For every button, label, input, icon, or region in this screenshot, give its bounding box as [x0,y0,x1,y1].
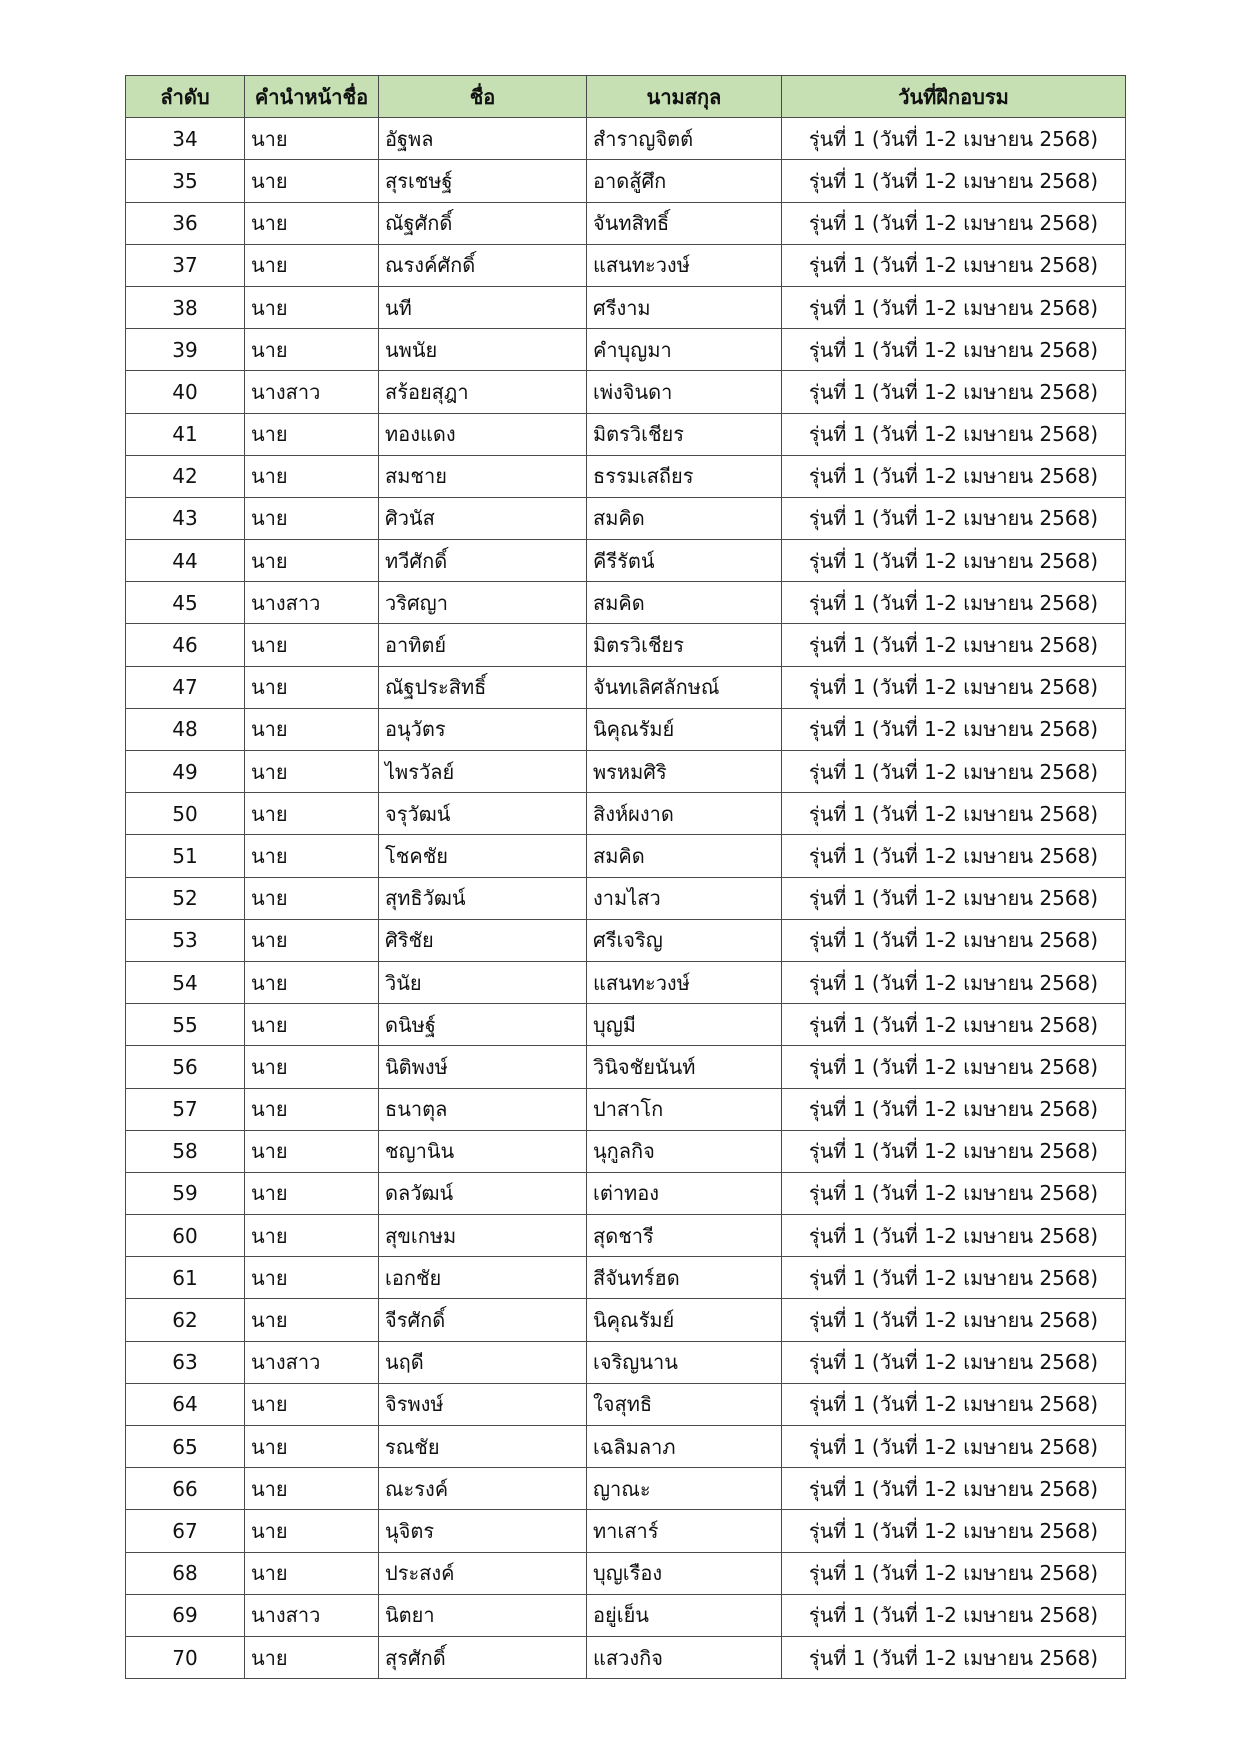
cell-title: นาย [245,1510,379,1552]
cell-first-name: นฤดี [379,1341,587,1383]
cell-training-date: รุ่นที่ 1 (วันที่ 1-2 เมษายน 2568) [782,1552,1126,1594]
cell-no: 60 [126,1215,245,1257]
cell-training-date: รุ่นที่ 1 (วันที่ 1-2 เมษายน 2568) [782,666,1126,708]
table-row [126,835,1126,877]
cell-last-name: แสนทะวงษ์ [587,244,782,286]
cell-title: นาย [245,708,379,750]
cell-last-name: คำบุญมา [587,329,782,371]
cell-no: 36 [126,202,245,244]
cell-title: นาย [245,666,379,708]
cell-title: นาย [245,1088,379,1130]
cell-last-name: เจริญนาน [587,1341,782,1383]
cell-last-name: มิตรวิเชียร [587,624,782,666]
cell-no: 53 [126,919,245,961]
cell-first-name: ชญานิน [379,1130,587,1172]
cell-first-name: ณะรงค์ [379,1468,587,1510]
table-row [126,1046,1126,1088]
cell-title: นาย [245,1636,379,1678]
cell-last-name: สำราญจิตต์ [587,118,782,160]
cell-training-date: รุ่นที่ 1 (วันที่ 1-2 เมษายน 2568) [782,708,1126,750]
cell-title: นาย [245,118,379,160]
cell-training-date: รุ่นที่ 1 (วันที่ 1-2 เมษายน 2568) [782,1468,1126,1510]
cell-last-name: ศรีเจริญ [587,919,782,961]
table-row [126,793,1126,835]
cell-first-name: วริศญา [379,582,587,624]
cell-title: นาย [245,961,379,1003]
table-header [126,76,1126,118]
cell-first-name: ณัฐประสิทธิ์ [379,666,587,708]
table-row [126,1172,1126,1214]
cell-no: 48 [126,708,245,750]
cell-training-date: รุ่นที่ 1 (วันที่ 1-2 เมษายน 2568) [782,1130,1126,1172]
cell-training-date: รุ่นที่ 1 (วันที่ 1-2 เมษายน 2568) [782,1215,1126,1257]
cell-last-name: บุญมี [587,1004,782,1046]
cell-first-name: ดลวัฒน์ [379,1172,587,1214]
cell-training-date: รุ่นที่ 1 (วันที่ 1-2 เมษายน 2568) [782,961,1126,1003]
cell-first-name: ศิริชัย [379,919,587,961]
cell-title: นาย [245,455,379,497]
cell-last-name: สมคิด [587,582,782,624]
cell-title: นาย [245,1257,379,1299]
cell-no: 51 [126,835,245,877]
cell-training-date: รุ่นที่ 1 (วันที่ 1-2 เมษายน 2568) [782,413,1126,455]
cell-training-date: รุ่นที่ 1 (วันที่ 1-2 เมษายน 2568) [782,582,1126,624]
table-body [126,118,1126,1679]
cell-training-date: รุ่นที่ 1 (วันที่ 1-2 เมษายน 2568) [782,1004,1126,1046]
cell-title: นาย [245,624,379,666]
table-row [126,455,1126,497]
cell-first-name: ธนาตุล [379,1088,587,1130]
cell-training-date: รุ่นที่ 1 (วันที่ 1-2 เมษายน 2568) [782,1594,1126,1636]
cell-training-date: รุ่นที่ 1 (วันที่ 1-2 เมษายน 2568) [782,1299,1126,1341]
cell-no: 41 [126,413,245,455]
table-row [126,708,1126,750]
cell-no: 56 [126,1046,245,1088]
table-row [126,413,1126,455]
cell-title: นาย [245,160,379,202]
cell-first-name: สุรศักดิ์ [379,1636,587,1678]
cell-last-name: วินิจชัยนันท์ [587,1046,782,1088]
cell-training-date: รุ่นที่ 1 (วันที่ 1-2 เมษายน 2568) [782,835,1126,877]
cell-last-name: ศรีงาม [587,286,782,328]
cell-no: 66 [126,1468,245,1510]
table-row [126,1004,1126,1046]
table-row [126,1426,1126,1468]
cell-training-date: รุ่นที่ 1 (วันที่ 1-2 เมษายน 2568) [782,160,1126,202]
cell-no: 45 [126,582,245,624]
cell-training-date: รุ่นที่ 1 (วันที่ 1-2 เมษายน 2568) [782,919,1126,961]
header-title: คำนำหน้าชื่อ [245,76,379,118]
cell-training-date: รุ่นที่ 1 (วันที่ 1-2 เมษายน 2568) [782,118,1126,160]
cell-title: นางสาว [245,1341,379,1383]
cell-title: นาย [245,1299,379,1341]
cell-training-date: รุ่นที่ 1 (วันที่ 1-2 เมษายน 2568) [782,1088,1126,1130]
table-row [126,244,1126,286]
cell-last-name: แสนทะวงษ์ [587,961,782,1003]
cell-first-name: จรุวัฒน์ [379,793,587,835]
cell-no: 37 [126,244,245,286]
table-row [126,1130,1126,1172]
cell-last-name: นุกูลกิจ [587,1130,782,1172]
cell-last-name: สิงห์ผงาด [587,793,782,835]
cell-last-name: สีจันทร์ฮด [587,1257,782,1299]
cell-title: นาย [245,202,379,244]
cell-training-date: รุ่นที่ 1 (วันที่ 1-2 เมษายน 2568) [782,1426,1126,1468]
cell-training-date: รุ่นที่ 1 (วันที่ 1-2 เมษายน 2568) [782,1636,1126,1678]
cell-no: 47 [126,666,245,708]
cell-no: 70 [126,1636,245,1678]
table-row [126,582,1126,624]
cell-last-name: สมคิด [587,497,782,539]
cell-no: 35 [126,160,245,202]
cell-title: นาย [245,1552,379,1594]
table-row [126,286,1126,328]
cell-training-date: รุ่นที่ 1 (วันที่ 1-2 เมษายน 2568) [782,286,1126,328]
cell-no: 46 [126,624,245,666]
cell-training-date: รุ่นที่ 1 (วันที่ 1-2 เมษายน 2568) [782,329,1126,371]
cell-no: 68 [126,1552,245,1594]
participant-table [125,75,1126,1679]
cell-no: 63 [126,1341,245,1383]
cell-title: นาย [245,329,379,371]
cell-first-name: นพนัย [379,329,587,371]
cell-training-date: รุ่นที่ 1 (วันที่ 1-2 เมษายน 2568) [782,751,1126,793]
cell-first-name: สมชาย [379,455,587,497]
cell-training-date: รุ่นที่ 1 (วันที่ 1-2 เมษายน 2568) [782,793,1126,835]
table-row [126,118,1126,160]
cell-last-name: งามไสว [587,877,782,919]
cell-training-date: รุ่นที่ 1 (วันที่ 1-2 เมษายน 2568) [782,202,1126,244]
cell-training-date: รุ่นที่ 1 (วันที่ 1-2 เมษายน 2568) [782,455,1126,497]
cell-last-name: อาดสู้ศึก [587,160,782,202]
cell-title: นาย [245,413,379,455]
cell-last-name: คีรีรัตน์ [587,540,782,582]
cell-title: นาย [245,919,379,961]
cell-first-name: นุจิตร [379,1510,587,1552]
cell-no: 69 [126,1594,245,1636]
cell-title: นาย [245,1172,379,1214]
cell-title: นาย [245,793,379,835]
cell-last-name: นิคุณรัมย์ [587,1299,782,1341]
header-training-date: วันที่ฝึกอบรม [782,76,1126,118]
cell-last-name: ธรรมเสถียร [587,455,782,497]
table-row [126,877,1126,919]
table-row [126,1088,1126,1130]
table-row [126,1594,1126,1636]
cell-title: นาย [245,1004,379,1046]
table-row [126,624,1126,666]
cell-first-name: สร้อยสุฎา [379,371,587,413]
cell-no: 58 [126,1130,245,1172]
cell-first-name: จิรพงษ์ [379,1383,587,1425]
cell-no: 62 [126,1299,245,1341]
cell-no: 65 [126,1426,245,1468]
header-row [126,76,1126,118]
cell-no: 42 [126,455,245,497]
cell-title: นาย [245,751,379,793]
cell-title: นาย [245,1130,379,1172]
cell-training-date: รุ่นที่ 1 (วันที่ 1-2 เมษายน 2568) [782,624,1126,666]
cell-no: 59 [126,1172,245,1214]
cell-title: นาย [245,1046,379,1088]
cell-last-name: สุดชารี [587,1215,782,1257]
cell-training-date: รุ่นที่ 1 (วันที่ 1-2 เมษายน 2568) [782,497,1126,539]
cell-title: นาย [245,1426,379,1468]
table-row [126,961,1126,1003]
cell-no: 43 [126,497,245,539]
cell-title: นาย [245,1383,379,1425]
cell-title: นาย [245,835,379,877]
cell-training-date: รุ่นที่ 1 (วันที่ 1-2 เมษายน 2568) [782,244,1126,286]
cell-title: นางสาว [245,371,379,413]
table-row [126,329,1126,371]
table-row [126,497,1126,539]
cell-title: นาย [245,540,379,582]
cell-no: 61 [126,1257,245,1299]
cell-training-date: รุ่นที่ 1 (วันที่ 1-2 เมษายน 2568) [782,1172,1126,1214]
cell-last-name: จันทสิทธิ์ [587,202,782,244]
cell-first-name: นิตยา [379,1594,587,1636]
cell-no: 38 [126,286,245,328]
cell-last-name: บุญเรือง [587,1552,782,1594]
cell-first-name: เอกชัย [379,1257,587,1299]
cell-title: นาย [245,244,379,286]
cell-last-name: สมคิด [587,835,782,877]
header-first-name: ชื่อ [379,76,587,118]
cell-last-name: พรหมศิริ [587,751,782,793]
table-row [126,1257,1126,1299]
table-row [126,1341,1126,1383]
cell-first-name: โชคชัย [379,835,587,877]
table-row [126,1383,1126,1425]
cell-title: นางสาว [245,582,379,624]
header-last-name: นามสกุล [587,76,782,118]
cell-no: 39 [126,329,245,371]
table-row [126,1299,1126,1341]
cell-first-name: ณรงค์ศักดิ์ [379,244,587,286]
cell-no: 57 [126,1088,245,1130]
cell-last-name: ทาเสาร์ [587,1510,782,1552]
cell-first-name: สุขเกษม [379,1215,587,1257]
cell-first-name: อาทิตย์ [379,624,587,666]
cell-first-name: นิติพงษ์ [379,1046,587,1088]
cell-last-name: มิตรวิเชียร [587,413,782,455]
cell-last-name: เพ่งจินดา [587,371,782,413]
cell-title: นาย [245,1468,379,1510]
header-no: ลำดับ [126,76,245,118]
cell-last-name: แสวงกิจ [587,1636,782,1678]
cell-training-date: รุ่นที่ 1 (วันที่ 1-2 เมษายน 2568) [782,1510,1126,1552]
cell-training-date: รุ่นที่ 1 (วันที่ 1-2 เมษายน 2568) [782,540,1126,582]
cell-training-date: รุ่นที่ 1 (วันที่ 1-2 เมษายน 2568) [782,1257,1126,1299]
table-row [126,540,1126,582]
cell-last-name: เต่าทอง [587,1172,782,1214]
cell-no: 49 [126,751,245,793]
cell-no: 50 [126,793,245,835]
cell-no: 54 [126,961,245,1003]
cell-title: นางสาว [245,1594,379,1636]
cell-last-name: นิคุณรัมย์ [587,708,782,750]
table-row [126,1636,1126,1678]
cell-first-name: นที [379,286,587,328]
table-row [126,1215,1126,1257]
cell-no: 52 [126,877,245,919]
cell-first-name: อัฐพล [379,118,587,160]
table-row [126,1552,1126,1594]
table-row [126,1468,1126,1510]
cell-last-name: จันทเลิศลักษณ์ [587,666,782,708]
cell-training-date: รุ่นที่ 1 (วันที่ 1-2 เมษายน 2568) [782,877,1126,919]
cell-training-date: รุ่นที่ 1 (วันที่ 1-2 เมษายน 2568) [782,1046,1126,1088]
cell-first-name: ทองแดง [379,413,587,455]
cell-first-name: อนุวัตร [379,708,587,750]
cell-first-name: ศิวนัส [379,497,587,539]
table-row [126,919,1126,961]
cell-no: 34 [126,118,245,160]
cell-last-name: ปาสาโก [587,1088,782,1130]
cell-first-name: จีรศักดิ์ [379,1299,587,1341]
cell-title: นาย [245,1215,379,1257]
cell-training-date: รุ่นที่ 1 (วันที่ 1-2 เมษายน 2568) [782,371,1126,413]
cell-title: นาย [245,497,379,539]
cell-no: 55 [126,1004,245,1046]
cell-first-name: สุรเชษฐ์ [379,160,587,202]
table-row [126,202,1126,244]
cell-first-name: วินัย [379,961,587,1003]
cell-last-name: อยู่เย็น [587,1594,782,1636]
cell-last-name: ญาณะ [587,1468,782,1510]
cell-training-date: รุ่นที่ 1 (วันที่ 1-2 เมษายน 2568) [782,1383,1126,1425]
cell-first-name: สุทธิวัฒน์ [379,877,587,919]
cell-no: 40 [126,371,245,413]
document-page [125,75,1125,1679]
cell-no: 64 [126,1383,245,1425]
cell-first-name: ณัฐศักดิ์ [379,202,587,244]
cell-title: นาย [245,877,379,919]
cell-first-name: ทวีศักดิ์ [379,540,587,582]
cell-training-date: รุ่นที่ 1 (วันที่ 1-2 เมษายน 2568) [782,1341,1126,1383]
cell-first-name: ประสงค์ [379,1552,587,1594]
table-row [126,160,1126,202]
table-row [126,371,1126,413]
cell-no: 44 [126,540,245,582]
cell-title: นาย [245,286,379,328]
cell-last-name: เฉลิมลาภ [587,1426,782,1468]
table-row [126,666,1126,708]
cell-first-name: ไพรวัลย์ [379,751,587,793]
cell-first-name: รณชัย [379,1426,587,1468]
cell-first-name: ดนิษฐ์ [379,1004,587,1046]
table-row [126,751,1126,793]
cell-no: 67 [126,1510,245,1552]
table-row [126,1510,1126,1552]
cell-last-name: ใจสุทธิ [587,1383,782,1425]
